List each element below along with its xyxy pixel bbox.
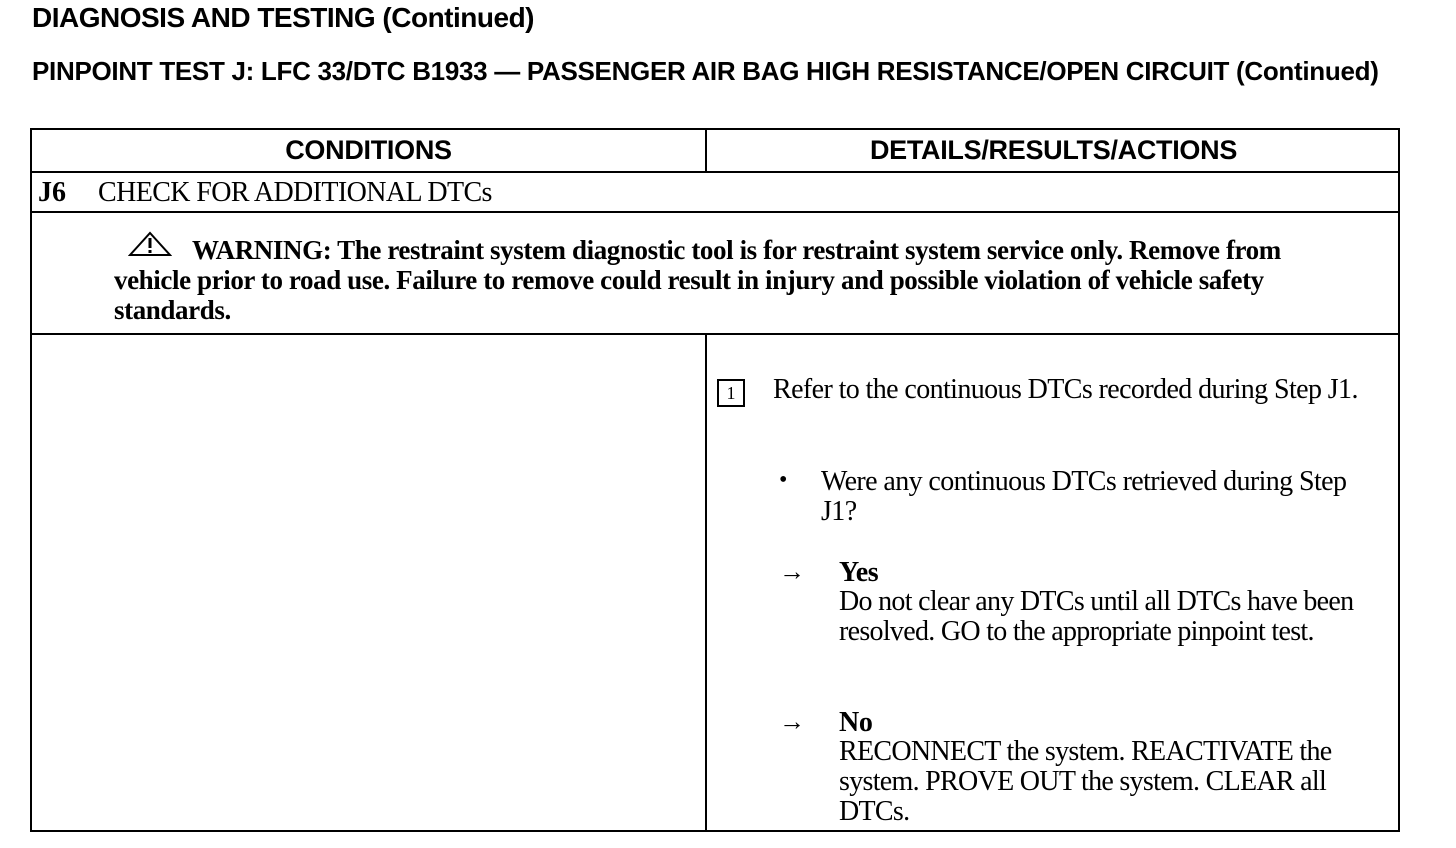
section-title: DIAGNOSIS AND TESTING (Continued) — [32, 2, 534, 33]
question-text: Were any continuous DTCs retrieved during Step J1? — [821, 466, 1347, 527]
conditions-column-header: CONDITIONS — [285, 135, 452, 165]
right-arrow-icon: → — [779, 707, 805, 736]
pinpoint-test-table — [30, 128, 1400, 832]
step-number-box: 1 — [717, 379, 745, 407]
pinpoint-test-title: PINPOINT TEST J: LFC 33/DTC B1933 — PASSENGER AIR BAG HIGH RESISTANCE/OPEN CIRCUIT (Continued) — [32, 56, 1379, 86]
no-label: No — [839, 707, 873, 738]
no-action-text: RECONNECT the system. REACTIVATE the system. PROVE OUT the system. CLEAR all DTCs. — [839, 736, 1332, 827]
yes-label: Yes — [839, 557, 879, 588]
warning-text: WARNING: The restraint system diagnostic tool is for restraint system service only. Remove from vehicle prior to road use. Failure to remove could result in injury and possible violation of vehicle safety standards. — [114, 235, 1281, 325]
warning-row — [32, 213, 1398, 335]
right-arrow-icon: → — [779, 557, 805, 586]
step-id: J6 — [38, 177, 66, 208]
details-column-header: DETAILS/RESULTS/ACTIONS — [869, 135, 1238, 165]
step-instruction: Refer to the continuous DTCs recorded during Step J1. — [773, 374, 1358, 405]
yes-action-text: Do not clear any DTCs until all DTCs have been resolved. GO to the appropriate pinpoint test. — [839, 586, 1354, 647]
details-cell — [707, 335, 1400, 830]
step-header-row — [32, 173, 1398, 213]
step-title: CHECK FOR ADDITIONAL DTCs — [98, 177, 492, 208]
table-header-row — [32, 130, 1398, 173]
bullet-icon: • — [779, 467, 788, 493]
conditions-cell — [32, 335, 705, 830]
